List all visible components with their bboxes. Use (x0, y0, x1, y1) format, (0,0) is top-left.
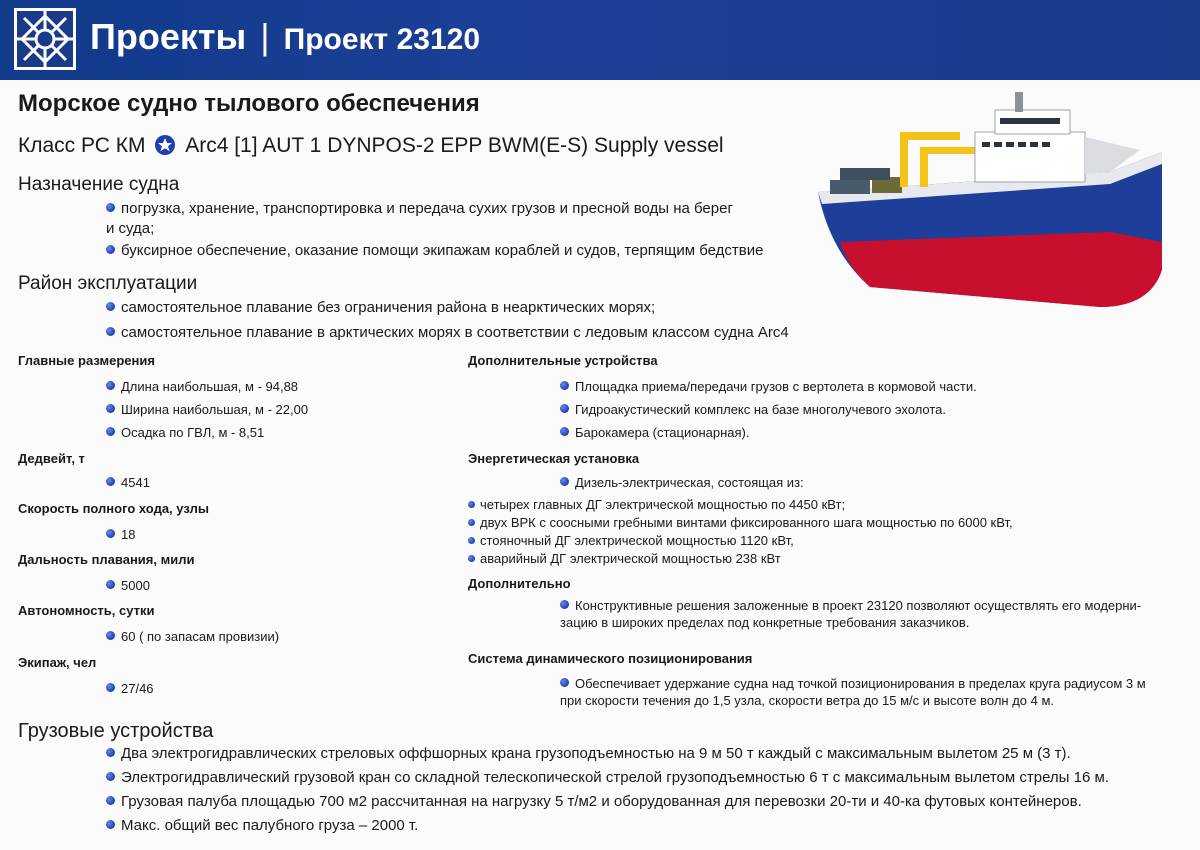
cargo-item-1: Два электрогидравлических стреловых оффшорных крана грузоподъемностью на 9 м 50 т каждый с максимальным вылетом 25 м (3 т). (106, 743, 1071, 765)
bullet-icon (468, 501, 475, 508)
bullet-icon (560, 600, 569, 609)
bullet-icon (106, 631, 115, 640)
purpose-item-1: погрузка, хранение, транспортировка и передача сухих грузов и пресной воды на берег (106, 198, 733, 220)
width-value: Ширина наибольшая, м - 22,00 (106, 402, 308, 417)
crew-heading: Экипаж, чел (18, 655, 97, 670)
autonomy-heading: Автономность, сутки (18, 603, 155, 618)
purpose-item-2: буксирное обеспечение, оказание помощи экипажам кораблей и судов, терпящим бедствие (106, 240, 764, 262)
area-item-1: самостоятельное плавание без ограничения района в неарктических морях; (106, 297, 655, 319)
bullet-icon (560, 404, 569, 413)
class-prefix: Класс РС КМ (18, 134, 146, 157)
dp-line-1: Обеспечивает удержание судна над точкой позиционирования в пределах круга радиусом 3 м (560, 676, 1146, 691)
crew-value: 27/46 (106, 681, 154, 696)
bullet-icon (468, 555, 475, 562)
cargo-heading: Грузовые устройства (18, 720, 214, 742)
power-item-3: стояночный ДГ электрической мощностью 1120 кВт, (468, 533, 794, 548)
section-title: Проекты (90, 16, 247, 57)
bullet-icon (106, 427, 115, 436)
speed-value: 18 (106, 527, 135, 542)
power-item-4: аварийный ДГ электрической мощностью 238 кВт (468, 551, 781, 566)
bullet-icon (560, 477, 569, 486)
additional-line-1: Конструктивные решения заложенные в проект 23120 позволяют осуществлять его модерни- (560, 598, 1141, 613)
power-heading: Энергетическая установка (468, 451, 640, 466)
device-item-1: Площадка приема/передачи грузов с вертолета в кормовой части. (560, 379, 977, 394)
star-icon (155, 135, 175, 155)
bullet-icon (106, 203, 115, 212)
bullet-icon (560, 678, 569, 687)
bullet-icon (106, 820, 115, 829)
bullet-icon (106, 796, 115, 805)
speed-heading: Скорость полного хода, узлы (18, 501, 209, 516)
bullet-icon (106, 580, 115, 589)
dimensions-heading: Главные размерения (18, 353, 155, 368)
deadweight-value: 4541 (106, 475, 150, 490)
range-value: 5000 (106, 578, 150, 593)
purpose-heading: Назначение судна (18, 174, 180, 195)
bullet-icon (468, 519, 475, 526)
bullet-icon (106, 772, 115, 781)
title-separator: | (260, 16, 270, 57)
cargo-item-3: Грузовая палуба площадью 700 м2 рассчитанная на нагрузку 5 т/м2 и оборудованная для перевозки 20-ти и 40-ка футовых контейнеров. (106, 791, 1082, 813)
bullet-icon (560, 381, 569, 390)
cargo-item-4: Макс. общий вес палубного груза – 2000 т. (106, 815, 418, 837)
bullet-icon (106, 381, 115, 390)
bullet-icon (106, 327, 115, 336)
power-item-2: двух ВРК с соосными гребными винтами фиксированного шага мощностью по 6000 кВт, (468, 515, 1013, 530)
cargo-item-2: Электрогидравлический грузовой кран со складной телескопической стрелой грузоподъемностью 6 т с максимальным вылетом стрелы 16 м. (106, 767, 1109, 789)
additional-heading: Дополнительно (468, 576, 571, 591)
page-title: Морское судно тылового обеспечения (18, 90, 480, 117)
project-title: Проект 23120 (283, 23, 481, 56)
bullet-icon (560, 427, 569, 436)
header-bar (0, 0, 1200, 80)
dp-heading: Система динамического позиционирования (468, 651, 753, 666)
class-notation (18, 134, 724, 158)
bullet-icon (106, 529, 115, 538)
bullet-icon (106, 477, 115, 486)
additional-line-2: зацию в широких пределах под конкретные требования заказчиков. (560, 615, 970, 630)
class-suffix: Arc4 [1] AUT 1 DYNPOS-2 EPP BWM(E-S) Supply vessel (185, 134, 724, 157)
bullet-icon (106, 748, 115, 757)
bullet-icon (468, 537, 475, 544)
bullet-icon (106, 245, 115, 254)
devices-heading: Дополнительные устройства (468, 353, 658, 368)
area-heading: Район эксплуатации (18, 273, 198, 294)
deadweight-heading: Дедвейт, т (18, 451, 85, 466)
draft-value: Осадка по ГВЛ, м - 8,51 (106, 425, 264, 440)
company-logo-icon (14, 8, 76, 70)
bullet-icon (106, 302, 115, 311)
power-main: Дизель-электрическая, состоящая из: (560, 475, 804, 490)
length-value: Длина наибольшая, м - 94,88 (106, 379, 298, 394)
device-item-3: Барокамера (стационарная). (560, 425, 750, 440)
area-item-2: самостоятельное плавание в арктических морях в соответствии с ледовым классом судна Arc4 (106, 322, 789, 344)
bullet-icon (106, 683, 115, 692)
autonomy-value: 60 ( по запасам провизии) (106, 629, 279, 644)
bullet-icon (106, 404, 115, 413)
dp-line-2: при скорости течения до 1,5 узла, скорости ветра до 15 м/с и высоте волн до 4 м. (560, 693, 1055, 708)
header-title (90, 16, 480, 58)
ship-illustration (810, 92, 1170, 322)
device-item-2: Гидроакустический комплекс на базе многолучевого эхолота. (560, 402, 946, 417)
purpose-item-1-cont: и суда; (106, 220, 155, 237)
power-item-1: четырех главных ДГ электрической мощностью по 4450 кВт; (468, 497, 845, 512)
range-heading: Дальность плавания, мили (18, 552, 195, 567)
